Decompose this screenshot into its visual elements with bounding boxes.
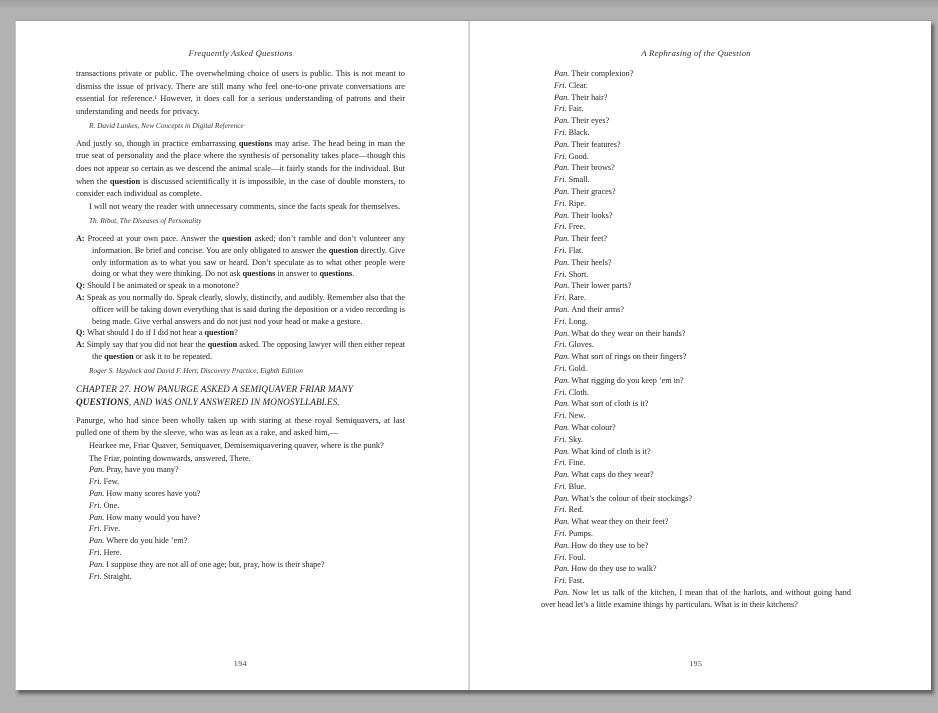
speaker-label: Pan.: [554, 304, 572, 314]
speaker-label: Pan.: [89, 512, 107, 522]
dialogue-line: [541, 139, 851, 151]
speaker-label: Fri.: [554, 269, 569, 279]
text-segment: Their graces?: [571, 186, 616, 196]
text-segment: How many scores have you?: [106, 488, 201, 498]
dialogue-line: [541, 127, 851, 139]
left-page-body: [76, 68, 405, 582]
text-segment: Now let us talk of the kitchen, I mean that of the harlots, and without going hand over head let’s a little examine things by particulars. What is in their kitchens?: [541, 588, 851, 609]
dialogue-line: [76, 512, 405, 524]
dialogue-line: [541, 221, 851, 233]
text-segment: Long.: [568, 316, 588, 326]
dialogue-line: [541, 481, 851, 493]
speaker-label: Pan.: [554, 163, 572, 173]
right-page: [470, 21, 930, 690]
dialogue-line: [76, 559, 405, 571]
speaker-label: Fri.: [554, 387, 569, 397]
dialogue-line: [541, 575, 851, 587]
text-segment: What kind of cloth is it?: [571, 446, 651, 456]
speaker-label: Pan.: [89, 559, 107, 569]
source-attribution: R. David Lankes, New Concepts in Digital Reference: [89, 121, 244, 131]
left-page: [16, 21, 468, 690]
text-segment: question: [104, 351, 134, 361]
text-segment: How many would you have?: [106, 512, 201, 522]
text-segment: Should I be animated or speak in a monotone?: [87, 281, 240, 291]
text-segment: CHAPTER 27. HOW PANURGE ASKED A SEMIQUAVER FRIAR MANY: [76, 384, 353, 395]
qa-label: A:: [76, 233, 88, 243]
dialogue-line: [541, 245, 851, 257]
text-segment: .: [352, 269, 355, 279]
running-head-left: Frequently Asked Questions: [188, 48, 293, 58]
speaker-label: Pan.: [554, 375, 572, 385]
text-segment: How do they use to walk?: [571, 564, 657, 574]
text-segment: Panurge, who had since been wholly taken up with staring at these royal Semiquavers, at last pulled one of them by the sleeve, who was as lean as a rake, and asked him,—: [76, 415, 405, 438]
text-segment: Where do you hide ’em?: [106, 536, 188, 546]
text-segment: What sort of cloth is it?: [571, 399, 649, 409]
text-segment: question: [207, 340, 238, 350]
speaker-label: Fri.: [554, 411, 569, 421]
speaker-label: Pan.: [554, 493, 572, 503]
text-segment: Gold.: [568, 363, 587, 373]
page-number-right: 195: [689, 659, 703, 668]
dialogue-line: [541, 446, 851, 458]
dialogue-line: [541, 552, 851, 564]
dialogue-line: [541, 504, 851, 516]
text-segment: Their heels?: [571, 257, 612, 267]
dialogue-line: [541, 233, 851, 245]
speaker-label: Pan.: [89, 465, 107, 475]
speaker-label: Pan.: [554, 186, 572, 196]
dialogue-line: [541, 387, 851, 399]
text-segment: Black.: [568, 127, 590, 137]
speaker-label: Pan.: [554, 352, 572, 362]
dialogue-line: [76, 535, 405, 547]
speaker-label: Fri.: [554, 505, 569, 515]
dialogue-line: [541, 363, 851, 375]
text-segment: or ask it to be repeated.: [133, 351, 213, 361]
dialogue-line: [541, 68, 851, 80]
dialogue-line: [541, 186, 851, 198]
text-segment: Fine.: [568, 458, 586, 468]
text-segment: question: [328, 245, 359, 255]
text-segment: How do they use to be?: [571, 540, 649, 550]
prose-paragraph: [76, 201, 405, 214]
speaker-label: Pan.: [554, 234, 572, 244]
speaker-label: Fri.: [89, 524, 104, 534]
speaker-label: Fri.: [89, 571, 104, 581]
speaker-label: Fri.: [554, 552, 569, 562]
speaker-label: Pan.: [554, 399, 572, 409]
text-segment: Their hair?: [571, 92, 608, 102]
dialogue-line: [541, 292, 851, 304]
dialogue-line: [541, 151, 851, 163]
text-segment: directly. Give only information as to what you saw or heard. Don’t speculate as to what other people were doing or what they were thinking. Do not ask: [92, 245, 405, 279]
text-segment: Few.: [103, 477, 120, 487]
text-segment: Good.: [568, 151, 589, 161]
text-segment: What should I do if I did not hear a: [87, 328, 205, 338]
text-segment: is discussed scientifically it is impossible, in the case of double monsters, to consider each individual as complete.: [76, 176, 405, 199]
text-segment: The Friar, pointing downwards, answered, There.: [89, 453, 251, 463]
dialogue-line: [541, 269, 851, 281]
speaker-label: Fri.: [554, 127, 569, 137]
qa-entry: [76, 327, 405, 339]
dialogue-line: [76, 500, 405, 512]
text-segment: What do they wear on their hands?: [571, 328, 686, 338]
text-segment: What sort of rings on their fingers?: [571, 352, 687, 362]
text-segment: Short.: [568, 269, 589, 279]
dialogue-line: [76, 453, 405, 465]
dialogue-line: [541, 339, 851, 351]
text-segment: And justly so, though in practice embarrassing: [76, 138, 239, 148]
text-segment: Rare.: [568, 293, 587, 303]
dialogue-line: [541, 457, 851, 469]
speaker-label: Fri.: [554, 458, 569, 468]
speaker-label: Pan.: [554, 470, 572, 480]
dialogue-line: [541, 328, 851, 340]
dialogue-line: [541, 563, 851, 575]
text-segment: Sky.: [568, 434, 583, 444]
text-segment: One.: [103, 500, 120, 510]
speaker-label: Pan.: [554, 92, 572, 102]
page-spread: [15, 20, 931, 690]
text-segment: , AND WAS ONLY ANSWERED IN MONOSYLLABLES.: [128, 397, 340, 407]
text-segment: question: [204, 328, 235, 338]
text-segment: Straight.: [103, 571, 132, 581]
speaker-label: Fri.: [554, 316, 569, 326]
speaker-label: Fri.: [554, 434, 569, 444]
text-segment: question: [222, 233, 252, 243]
qa-entry: [76, 292, 405, 327]
dialogue-line: [541, 92, 851, 104]
text-segment: Proceed at your own pace. Answer the: [87, 233, 223, 243]
qa-entry: [76, 233, 405, 280]
dialogue-line: [541, 398, 851, 410]
text-segment: Red.: [568, 505, 584, 515]
speaker-label: Fri.: [554, 529, 569, 539]
dialogue-line: [541, 375, 851, 387]
dialogue-line: [76, 547, 405, 559]
text-segment: New.: [568, 411, 586, 421]
text-segment: What wear they on their feet?: [571, 517, 669, 527]
text-segment: Pumps.: [568, 529, 593, 539]
dialogue-line: [541, 410, 851, 422]
dialogue-line: [541, 280, 851, 292]
dialogue-line: [541, 198, 851, 210]
dialogue-line: [76, 464, 405, 476]
dialogue-line: [76, 523, 405, 535]
qa-label: A:: [76, 340, 87, 350]
text-segment: Five.: [103, 524, 121, 534]
text-segment: Their lower parts?: [571, 281, 632, 291]
chapter-heading: [76, 383, 405, 409]
text-segment: I will not weary the reader with unnecessary comments, since the facts speak for themselves.: [89, 201, 401, 211]
speaker-label: Pan.: [89, 488, 107, 498]
prose-paragraph: [76, 138, 405, 201]
dialogue-line: [541, 469, 851, 481]
text-segment: Their feet?: [571, 234, 607, 244]
speaker-label: Fri.: [554, 245, 569, 255]
dialogue-line: [541, 103, 851, 115]
speaker-label: Pan.: [554, 69, 572, 78]
text-segment: questions: [238, 138, 273, 148]
speaker-label: Pan.: [554, 116, 572, 126]
text-segment: Flat.: [568, 245, 584, 255]
dialogue-line: [541, 210, 851, 222]
dialogue-line: [76, 571, 405, 583]
text-segment: Their complexion?: [571, 69, 634, 78]
text-segment: Clear.: [568, 80, 588, 90]
dialogue-line: [541, 422, 851, 434]
text-segment: asked; don’t ramble and don’t volunteer any information. Be brief and concise. You are only obligated to answer the: [92, 233, 405, 255]
page-number-left: 194: [233, 659, 248, 668]
speaker-label: Fri.: [554, 198, 569, 208]
text-segment: Ripe.: [568, 198, 587, 208]
dialogue-line: [541, 115, 851, 127]
text-segment: Small.: [568, 175, 590, 185]
text-segment: transactions private or public. The overwhelming choice of users is public. This is not meant to dismiss the issue of privacy. There are still many who feel one-to-one private conversations are essential for reference.¹ However, it does call for a serious understanding of patrons and their understanding and needs for privacy.: [76, 69, 405, 116]
dialogue-line: [541, 80, 851, 92]
speaker-label: Pan.: [554, 328, 572, 338]
speaker-label: Pan.: [554, 517, 572, 527]
speaker-label: Pan.: [554, 422, 572, 432]
dialogue-line: [541, 493, 851, 505]
speaker-label: Fri.: [554, 222, 569, 232]
text-segment: Gloves.: [568, 340, 594, 350]
speaker-label: Pan.: [89, 536, 107, 546]
dialogue-line: [541, 351, 851, 363]
qa-label: A:: [76, 292, 87, 302]
dialogue-line: [541, 174, 851, 186]
dialogue-line: [541, 162, 851, 174]
text-segment: may arise. The head being in man the true seat of personality and the place where the synthesis of personality takes place—though this does not appear so certain as we descend the animal scale—it fairly stands for the individual. But when the: [76, 138, 405, 186]
speaker-label: Fri.: [554, 151, 569, 161]
text-segment: Their looks?: [571, 210, 613, 220]
text-segment: QUESTIONS: [76, 397, 129, 407]
text-segment: in answer to: [275, 269, 320, 279]
text-segment: Cloth.: [568, 387, 589, 397]
dialogue-line: [541, 528, 851, 540]
speaker-label: Fri.: [554, 340, 569, 350]
speaker-label: Pan.: [554, 540, 572, 550]
qa-label: Q:: [76, 281, 88, 291]
speaker-label: Pan.: [554, 139, 572, 149]
dialogue-line: [541, 304, 851, 316]
speaker-label: Pan.: [554, 564, 572, 574]
text-segment: Simply say that you did not hear the: [86, 340, 208, 350]
text-segment: Free.: [568, 222, 586, 232]
qa-label: Q:: [76, 328, 88, 338]
speaker-label: Fri.: [89, 547, 104, 557]
dialogue-line: [541, 434, 851, 446]
prose-paragraph: [76, 415, 405, 440]
text-segment: What rigging do you keep ’em in?: [571, 375, 684, 385]
text-segment: questions: [242, 269, 276, 279]
source-attribution: Roger S. Haydock and David F. Herr, Discovery Practice, Eighth Edition: [89, 365, 303, 375]
text-segment: Foul.: [568, 552, 586, 562]
text-segment: Their eyes?: [571, 116, 610, 126]
speaker-label: Fri.: [554, 363, 569, 373]
dialogue-line: [541, 516, 851, 528]
qa-entry: [76, 280, 405, 292]
text-segment: Fast.: [568, 576, 585, 586]
speaker-label: Fri.: [554, 175, 569, 185]
dialogue-line: [541, 316, 851, 328]
text-segment: What’s the colour of their stockings?: [571, 493, 693, 503]
text-segment: question: [109, 176, 141, 186]
text-segment: ?: [234, 328, 238, 338]
prose-paragraph: [76, 440, 405, 453]
text-segment: Their features?: [571, 139, 621, 149]
dialogue-line: [541, 257, 851, 269]
text-segment: What caps do they wear?: [571, 470, 654, 480]
dialogue-line: [541, 540, 851, 552]
source-attribution: Th. Ribot, The Diseases of Personality: [89, 216, 202, 226]
text-segment: Here.: [103, 547, 122, 557]
text-segment: Speak as you normally do. Speak clearly, slowly, distinctly, and audibly. Remember also that the officer will be taking down everything that is said during the deposition or a video recording is being made. Give verbal answers and do not just nod your head or make a gesture.: [86, 292, 405, 326]
running-head-right: A Rephrasing of the Question: [641, 48, 751, 58]
dialogue-line: [76, 488, 405, 500]
speaker-label: Fri.: [554, 481, 569, 491]
speaker-label: Pan.: [554, 446, 572, 456]
right-page-body: [541, 68, 851, 611]
speaker-label: Pan.: [554, 281, 572, 291]
text-segment: asked. The opposing lawyer will then either repeat the: [92, 340, 405, 361]
text-segment: Fair.: [568, 104, 584, 114]
text-segment: And their arms?: [571, 304, 625, 314]
prose-paragraph: [76, 68, 405, 118]
speaker-label: Fri.: [89, 500, 104, 510]
speaker-label: Fri.: [554, 576, 569, 586]
text-segment: Blue.: [568, 481, 587, 491]
text-segment: Hearkee me, Friar Quaver, Semiquaver, Demisemiquavering quaver, where is the punk?: [89, 440, 384, 450]
text-segment: Pray, have you many?: [106, 465, 179, 475]
speaker-label: Fri.: [554, 104, 569, 114]
text-segment: questions: [319, 269, 353, 279]
speaker-label: Pan.: [554, 257, 572, 267]
speaker-label: Fri.: [89, 477, 104, 487]
speaker-label: Fri.: [554, 80, 569, 90]
text-segment: What colour?: [571, 422, 616, 432]
speaker-label: Fri.: [554, 293, 569, 303]
speaker-label: Pan.: [554, 210, 572, 220]
speaker-label: Pan.: [554, 588, 573, 598]
qa-entry: [76, 339, 405, 363]
dialogue-line: [76, 476, 405, 488]
dialogue-line: [541, 587, 851, 611]
text-segment: I suppose they are not all of one age; but, pray, how is their shape?: [106, 559, 325, 569]
text-segment: Their brows?: [571, 163, 615, 173]
